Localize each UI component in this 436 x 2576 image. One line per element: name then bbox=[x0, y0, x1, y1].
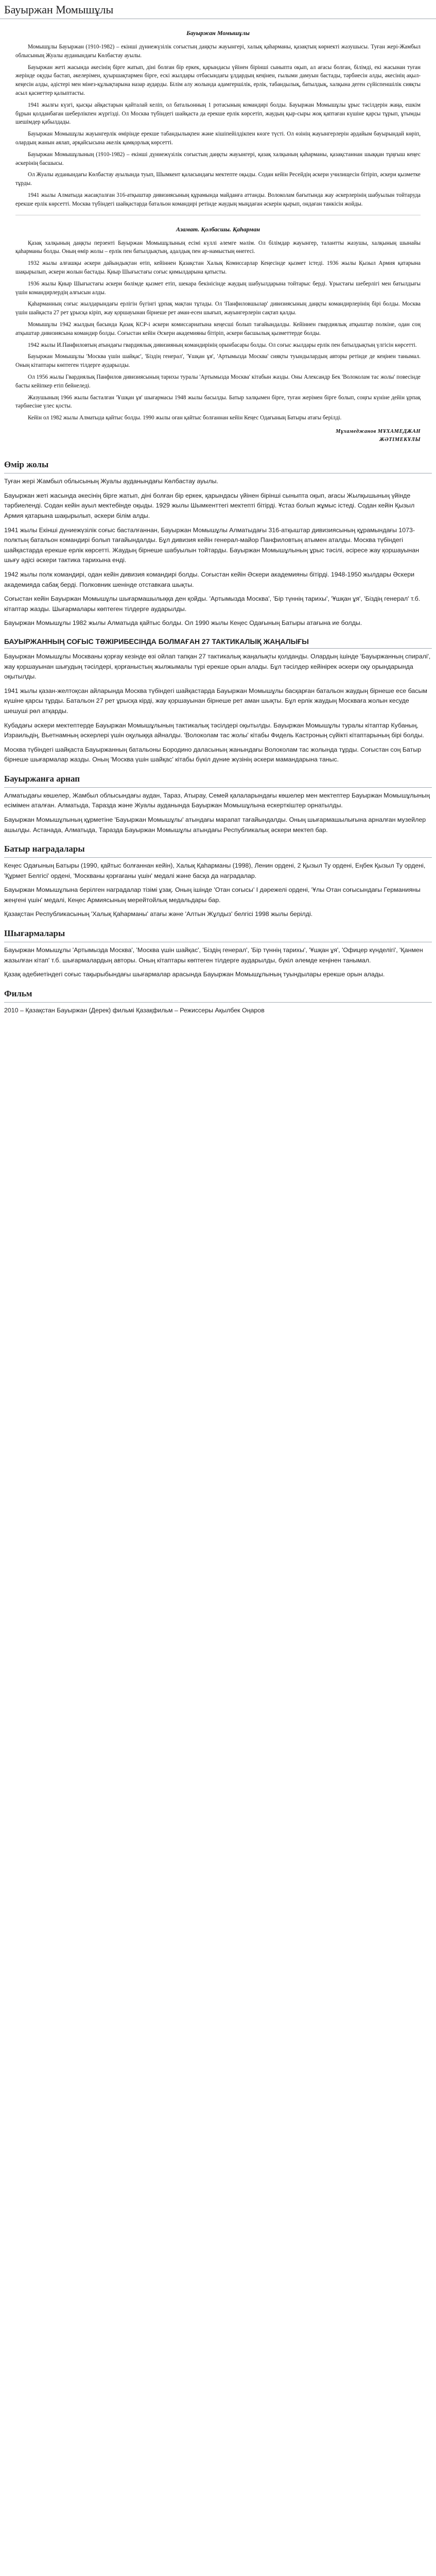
section-heading-memory: Бауыржанға арнап bbox=[4, 772, 432, 788]
article-paragraph: Қазақстан Республикасының 'Халық Қаһарманы' атағы және 'Алтын Жұлдыз' белгісі 1998 жылы берілді. bbox=[4, 910, 313, 918]
film-text: 2010 – Қазақстан Бауыржан (Дерек) фильмі Қазақфильм – Режиссеры Ақылбек Оңаров bbox=[4, 1006, 265, 1014]
article-paragraph: 1942 жылы полк командирі, одан кейін дивизия командирі болды. Соғыстан кейін Әскери академияны бітірді. 1948-1950 жылдары Әскери академияда сабақ берді. Полковник шенінде отставкаға шықты. bbox=[4, 571, 415, 588]
article-paragraph: Қазақ әдебиетіндегі соғыс тақырыбындағы шығармалар арасында Бауыржан Момышұлының туындылары ерекше орын алады. bbox=[4, 971, 385, 978]
scan-paragraph: Қазақ халқының даңқты перзенті Бауыржан Момышұлының есімі күллі әлемге мәлім. Ол білімдар жауынгер, талантты жазушы, халқының шынайы қаһарманы болды. Оның өмір жолы – ерлік пен батылдықтың, адалдық пен ар-намыстың өнегесі. bbox=[15, 240, 421, 255]
memory-section bbox=[4, 791, 432, 835]
page bbox=[0, 0, 436, 1030]
article-paragraph: Москва түбіндегі шайқаста Бауыржанның батальоны Бородино даласының жанындағы Волоколам тас жолында тұрды. Соғыстан соң Батыр бірнеше шығармалар жазды. Оның 'Москва үшін шайқас' кітабы бүкіл дүние жүзінің әскери мамандарына таныс. bbox=[4, 745, 422, 764]
scan-paragraph: Бауыржан Момышұлы 'Москва үшін шайқас', 'Біздің генерал', 'Ұшқан ұя', 'Артымызда Москва' сияқты туындылардың авторы ретінде де кеңінен танымал. Оның кітаптары көптеген тілдерге аударылды. bbox=[15, 353, 421, 369]
early-life-section bbox=[4, 477, 432, 629]
scan-paragraph: Жазушының 1966 жылы басталған 'Ұшқан ұя' шығармасы 1948 жылы басылды. Батыр халқымен бірге, туған жерімен бірге болып, соңғы күніне дейін ұрпақ тәрбиесіне үлес қосты. bbox=[15, 394, 421, 410]
scan-paragraph: Қаһарманның соғыс жылдарындағы ерлігін бүгінгі ұрпақ мақтан тұтады. Ол 'Панфиловшылар' дивизиясының даңқты командирлерінің бірі болды. Москва үшін шайқаста 27 рет ұрысқа кіріп, жау қоршауынан бірнеше рет аман-есен шығып, жауынгерлерін сақтап қалды. bbox=[15, 301, 421, 316]
works-section bbox=[4, 945, 432, 980]
article-paragraph: Кубадағы әскери мектептерде Бауыржан Момышұлының тактикалық тәсілдері оқытылды. Бауыржан Момышұлы туралы кітаптар Кубаның, Израильдің, Вьетнамның әскерлері үшін оқулыққа айналды. 'Волоколам тас жолы' кітабы Фидель Кастроның сүйікті кітаптарының бірі болды. bbox=[4, 721, 424, 739]
scan-paragraph: Момышұлы 1942 жылдың басында Қазақ КСР-і әскери комиссариатына кеңесші болып тағайындалды. Кейіннен гвардиялық атқыштар полкіне, одан соң атқыштар дивизиясына командир болды. Соғыстан кейін Әскери академияны бітіріп, әскери басшылық қызметтерде болды. bbox=[15, 321, 421, 336]
scan-paragraph: 1942 жылы И.Панфиловтың атындағы гвардиялық дивизияның командирінің орынбасары болды. Ол соғыс жылдары ерлік пен батылдықтың үлгісін көрсетті. bbox=[28, 342, 417, 348]
article-paragraph: 1941 жылы қазан-желтоқсан айларында Москва түбіндегі шайқастарда Бауыржан Момышұлы басқарған батальон жаудың бірнеше есе басым күшіне қарсы тұрды. Батальон 27 рет ұрысқа кірді, жау қоршауынан бірнеше рет аман шықты. Бұл ерлік жаудың Москваға жолын кесуде шешуші рөл атқарды. bbox=[4, 687, 427, 715]
scan-paragraph: 1941 жылы Алматыда жасақталған 316-атқыштар дивизиясының құрамында майданға аттанды. Волоколам бағытында жау әскерлерінің шабуылын тойтаруда ерекше ерлік көрсетті. Москва түбіндегі шайқастарда батальон командирі ретінде жаудың мыңдаған әскерін қырып, ондаған танкісін жойды. bbox=[15, 192, 421, 207]
article-paragraph: Бауыржан жеті жасында әкесінің бірге жатып, діні болған бір еркек, қарындасы үйінен бірінші сыныпта оқып, ағасы Жылқышының үйінде тәрбиеленді. Содан кейін ауыл мектебінде оқыды. 1929 жылы Шымкенттегі мектепті бітірді. Ұстаз болып жұмыс істеді. Содан кейін Қызыл Армия қатарына шақырылып, әскери білім алды. bbox=[4, 492, 415, 520]
scan-signature: Мұхамеджанов МҰХАМЕДЖАН ЖӘТІМЕКҰЛЫ bbox=[336, 428, 421, 443]
article-paragraph: Бауыржан Момышұлы 1982 жылы Алматыда қайтыс болды. Ол 1990 жылы Кеңес Одағының Батыры атағына ие болды. bbox=[4, 619, 362, 627]
scan-paragraph: Кейін ол 1982 жылы Алматыда қайтыс болды. 1990 жылы оған қайтыс болғаннан кейін Кеңес Одағының Батыры атағы берілді. bbox=[28, 415, 342, 421]
awards-section bbox=[4, 861, 432, 920]
article-paragraph: 1941 жылы Екінші дүниежүзілік соғыс басталғаннан, Бауыржан Момышұлы Алматыдағы 316-атқыштар дивизиясының құрамындағы 1073-полктың батальон командирі болып тағайындалды. Бұл дивизия кейін генерал-майор Панфиловтың атымен аталды. Москва түбіндегі шайқастарда ерекше ерлік көрсетті. Жаудың бірнеше шабуылын тойтарды. Бауыржан Момышұлының ұрыс тәсілі, әсіресе жау қоршауынан шығу әдісі әскери тактика тарихына енді. bbox=[4, 526, 419, 564]
article-paragraph: Соғыстан кейін Бауыржан Момышұлы шығармашылыққа ден қойды. 'Артымызда Москва', 'Бір түннің тарихы', 'Ұшқан ұя', 'Біздің генерал' т.б. кітаптар жазды. Шығармалары көптеген тілдерге аударылды. bbox=[4, 595, 421, 613]
section-heading-early-life: Өмір жолы bbox=[4, 458, 432, 473]
article-paragraph: Бауыржан Момышұлы 'Артымызда Москва', 'Москва үшін шайқас', 'Біздің генерал', 'Бір түннің тарихы', 'Ұшқан ұя', 'Офицер күнделігі', 'Қанмен жазылған кітап' т.б. шығармалардың авторы. Оның кітаптары көптеген тілдерге аударылды, бүкіл әлемде кеңінен танымал. bbox=[4, 946, 423, 964]
article-paragraph: Алматыдағы көшелер, Жамбыл облысындағы аудан, Тараз, Атырау, Семей қалаларындағы көшелер мен мектептер Бауыржан Момышұлының есімімен аталған. Алматыда, Таразда және Жуалы ауданында Бауыржан Момышұлына ескерткіштер орнатылды. bbox=[4, 791, 430, 809]
scan-paragraph: Момышұлы Бауыржан (1910-1982) – екінші дүниежүзілік соғыстың даңқты жауынгері, халық қаһарманы, қазақтың көрнекті жазушысы. Туған жері-Жамбыл облысының Жуалы ауданындағы Көлбастау ауылы. bbox=[15, 44, 421, 59]
article-paragraph: Кеңес Одағының Батыры (1990, қайтыс болғаннан кейін), Халық Қаһарманы (1998), Ленин ордені, 2 Қызыл Ту ордені, Еңбек Қызыл Ту ордені, 'Құрмет Белгісі' ордені, 'Москваны қорғағаны үшін' медалі және басқа да наградалар. bbox=[4, 862, 426, 879]
scan-heading: Бауыржан Момышұлы bbox=[186, 29, 250, 37]
article-body bbox=[4, 458, 432, 1015]
scan-heading-2: Азамат. Қолбасшы. Қаһарман bbox=[176, 225, 260, 233]
scan-paragraphs bbox=[15, 43, 421, 209]
section-heading-works: Шығармалары bbox=[4, 927, 432, 942]
article-paragraph: Туған жері Жамбыл облысының Жуалы ауданындағы Көлбастау ауылы. bbox=[4, 478, 218, 485]
section-heading-film: Фильм bbox=[4, 987, 432, 1003]
tactics-section bbox=[4, 652, 432, 765]
scan-paragraph: 1941 жылғы күзгі, қысқы айқастарын қайталай келіп, ол батальонның 1 ротасының командирі болды. Бауыржан Момышұлы ұрыс тәсілдерін жаңа, ешкім бұрын қолданбаған шеберлікпен жүргізді. Ол Москва түбіндегі шайқаста да ерекше ерлік көрсетіп, жаудың қыр-сыры жоқ қаптаған күшіне қарсы тұрып, ұтымды шешімдер қабылдады. bbox=[15, 101, 421, 126]
scan-paragraph: 1932 жылы алғашқы әскери дайындықтан өтіп, кейіннен Қазақстан Халық Комиссарлар Кеңесінде қызмет істеді. 1936 жылы Қызыл Армия қатарына шақырылып, әскери жолын бастады. Қиыр Шығыстағы соғыс қимылдарына қатысты. bbox=[15, 260, 421, 275]
scan-paragraphs-2 bbox=[15, 239, 421, 422]
scanned-newspaper-article bbox=[4, 22, 432, 451]
scan-paragraph: Ол Жуалы ауданындағы Көлбастау ауылында туып, Шымкент қаласындағы мектепте оқыды. Содан кейін Ресейдің әскери училищесін бітіріп, әскери қызметке тұрды. bbox=[15, 172, 421, 187]
scan-paragraph: 1936 жылы Қиыр Шығыстағы әскери бөлімде қызмет етіп, шекара бекінісінде жаудың шабуылдарына тойтарыс берді. Ұрыстағы шеберлігі мен батылдығы үшін командирлердің алғысын алды. bbox=[15, 280, 421, 296]
page-title: Бауыржан Момышұлы bbox=[0, 0, 436, 19]
scan-paragraph: Ол 1956 жылы Гвардиялық Панфилов дивизиясының тарихы туралы 'Артымызда Москва' кітабын жазды. Оны Александр Бек 'Волоколам тас жолы' повесінде басты кейіпкер етіп бейнеледі. bbox=[15, 374, 421, 389]
article-paragraph: Бауыржан Момышұлының құрметіне 'Бауыржан Момышұлы' атындағы марапат тағайындалды. Оның шығармашылығына арналған музейлер ашылды. Астанада, Алматыда, Таразда Бауыржан Момышұлы атындағы Республикалық әскери мектеп бар. bbox=[4, 816, 426, 834]
scan-paragraph: Бауыржан Момышұлы жауынгерлік өмірінде ерекше табандылықпен және кішіпейілдікпен көзге түсті. Ол өзінің жауынгерлерін әрдайым бауырындай көріп, олардың жанын аялап, әрқайсысына әкелік қамқорлық көрсетті. bbox=[15, 131, 421, 146]
article-paragraph: Бауыржан Момышұлы Москваны қорғау кезінде өзі ойлап тапқан 27 тактикалық жаңалықты қолданды. Олардың ішінде 'Бауыржанның спиралі', жау қоршауынан шығудың тәсілдері, қорғаныстың жылжымалы түрі ерекше орын алады. Бұл тәсілдер кейінірек әскери оқу орындарында оқытылды. bbox=[4, 653, 431, 681]
section-heading-tactics: БАУЫРЖАННЫҢ СОҒЫС ТӘЖІРИБЕСІНДА БОЛМАҒАН 27 ТАКТИКАЛЫҚ ЖАҢАЛЫҒЫ bbox=[4, 636, 432, 649]
section-heading-awards: Батыр наградалары bbox=[4, 842, 432, 858]
scan-paragraph: Бауыржан жеті жасында әкесінің бірге жатып, діні болған бір еркек, қарындасы үйінен бірінші сыныпта оқып, ал ағасы болған, білімді, екі жасынан туған жерінде оқуды бастап, әкелерімен, қуыршақтармен бірге, ескі жылдары отбасындағы ұлдардың кеңінен, ғылыми дамуын бастады, тәрбиесін алды, әкесінің ақыл-кеңесін алды, әдістері мен мінез-құлықтарына назар аударды. Білім алу жолында адамгершілік, ерлік, табандылық, батылдық, халқына деген сүйіспеншілік сияқты асыл қасиеттер қалыптасты. bbox=[15, 64, 421, 96]
scan-paragraph: Бауыржан Момышұлының (1910-1982) – екінші дүниежүзілік соғыстың даңқты жауынгері, қазақ халқының қаһарманы, қазақстаннан шыққан тұңғыш кеңес әскерінің басшысы. bbox=[15, 151, 421, 166]
article-paragraph: Бауыржан Момышұлына берілген наградалар тізімі ұзақ. Оның ішінде 'Отан соғысы' І дәрежелі ордені, 'Ұлы Отан соғысындағы Германияны жеңгені үшін' медалі, Кеңес Армиясының мерейтойлық медальдары бар. bbox=[4, 886, 421, 904]
